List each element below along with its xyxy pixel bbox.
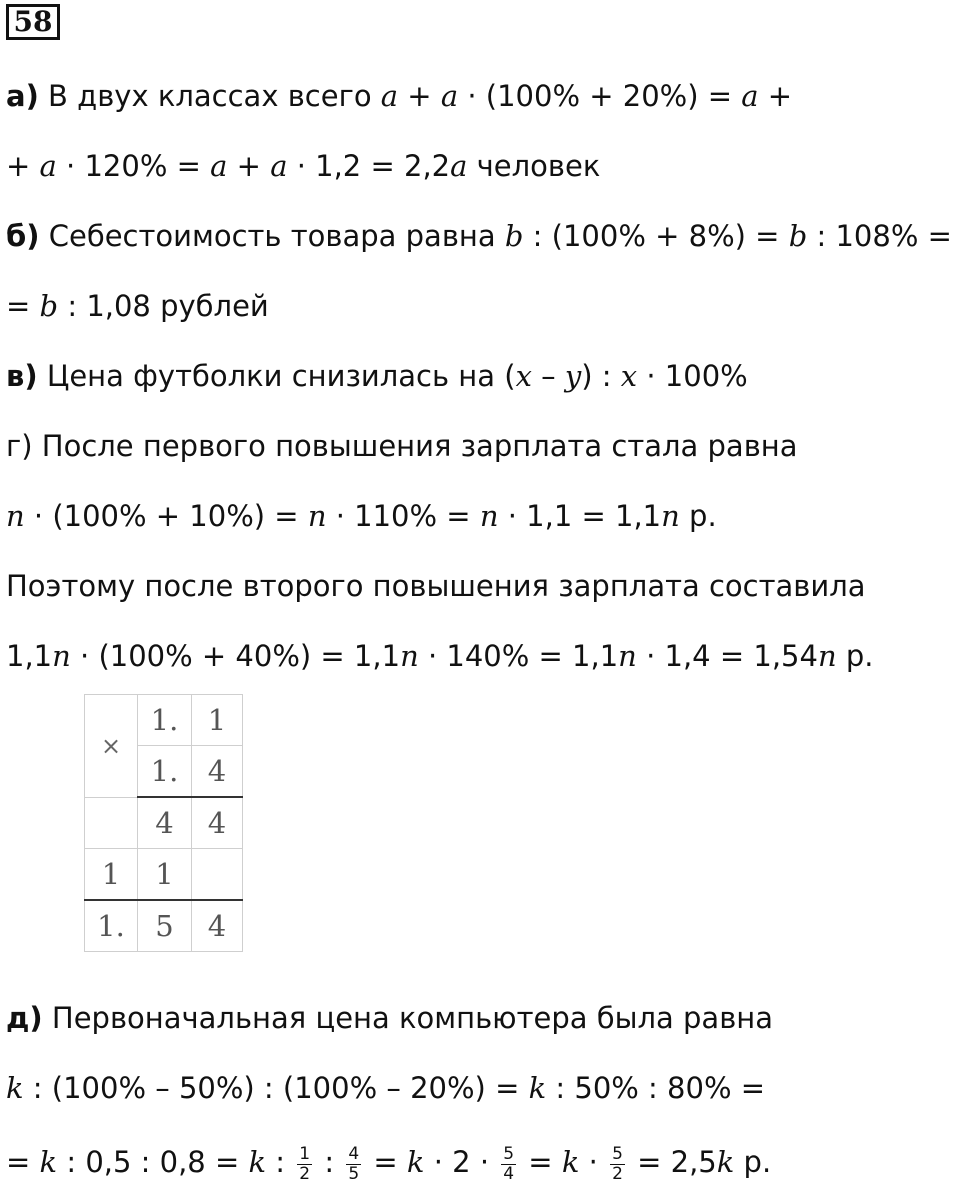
var-a: a <box>380 79 399 113</box>
var-x: x <box>515 359 532 393</box>
var-k: k <box>6 1071 24 1105</box>
expr: = <box>364 1145 407 1179</box>
expr: : 1,08 рублей <box>58 289 269 323</box>
part-a-line-2 <box>6 146 600 186</box>
expr: = <box>6 1145 40 1179</box>
expr: + <box>758 79 793 113</box>
fraction <box>297 1145 312 1184</box>
times-sign: × <box>85 695 138 798</box>
denominator: 5 <box>348 1163 360 1184</box>
var-x: x <box>620 359 638 393</box>
var-n: n <box>307 499 327 533</box>
part-b-text: Себестоимость товара равна <box>39 219 505 253</box>
expr: – <box>531 359 565 393</box>
expr: · 1,4 = 1,54 <box>636 639 818 673</box>
var-k: k <box>39 1145 58 1179</box>
part-g-line-4 <box>6 636 874 676</box>
part-a-line-1 <box>6 76 792 116</box>
expr: 1,1 <box>6 639 53 673</box>
var-n: n <box>661 499 680 533</box>
numerator: 5 <box>612 1143 623 1164</box>
part-d-label: д) <box>6 1001 43 1035</box>
table-cell: 4 <box>138 797 192 849</box>
expr: : (100% + 8%) = <box>523 219 789 253</box>
table-row <box>85 797 243 849</box>
expr: · 1,1 = 1,1 <box>498 499 662 533</box>
part-b-line-1 <box>6 216 952 256</box>
expr: · <box>579 1145 608 1179</box>
denominator: 4 <box>503 1163 515 1184</box>
expr: · (100% + 40%) = 1,1 <box>70 639 401 673</box>
var-n: n <box>618 639 637 673</box>
expr: · 2 · <box>424 1145 499 1179</box>
part-d-line-2 <box>6 1068 765 1108</box>
var-k: k <box>248 1145 267 1179</box>
expr: : (100% – 50%) : (100% – 20%) = <box>23 1071 529 1105</box>
var-a: a <box>741 79 759 113</box>
var-k: k <box>528 1071 547 1105</box>
table-cell: 4 <box>192 797 243 849</box>
expr: · 120% = <box>56 149 211 183</box>
fraction <box>610 1145 625 1184</box>
var-n: n <box>52 639 71 673</box>
expr: = <box>6 289 40 323</box>
part-d-text: Первоначальная цена компьютера была равна <box>42 1001 774 1035</box>
part-d-line-1 <box>6 998 773 1038</box>
part-d-line-3 <box>6 1142 771 1184</box>
multiplication-table <box>84 694 243 952</box>
var-a: a <box>440 79 459 113</box>
numerator: 5 <box>503 1143 515 1164</box>
part-a-label: а) <box>6 79 39 113</box>
expr: : <box>315 1145 344 1179</box>
expr: · 1,2 = 2,2 <box>287 149 451 183</box>
var-n: n <box>817 639 837 673</box>
table-cell: 1 <box>85 849 138 901</box>
var-k: k <box>561 1145 580 1179</box>
expr: ) : <box>581 359 621 393</box>
var-a: a <box>450 149 468 183</box>
var-n: n <box>479 499 499 533</box>
expr: · (100% + 20%) = <box>458 79 742 113</box>
table-cell <box>192 849 243 901</box>
part-a-text: человек <box>467 149 601 183</box>
table-cell: 1. <box>138 746 192 798</box>
table-row <box>85 900 243 952</box>
var-b: b <box>504 219 524 253</box>
table-cell: 1 <box>138 849 192 901</box>
var-a: a <box>270 149 288 183</box>
fraction <box>501 1145 516 1184</box>
part-a-text: В двух классах всего <box>38 79 381 113</box>
expr: р. <box>734 1145 772 1179</box>
part-g-line-2 <box>6 496 717 536</box>
numerator: 1 <box>299 1143 311 1164</box>
var-y: y <box>564 359 582 393</box>
var-b: b <box>39 289 59 323</box>
expr: + <box>227 149 271 183</box>
numerator: 4 <box>348 1143 360 1164</box>
table-cell: 4 <box>192 746 243 798</box>
expr: р. <box>836 639 874 673</box>
table-cell: 1. <box>138 695 192 746</box>
expr: : 50% : 80% = <box>546 1071 766 1105</box>
table-cell <box>85 797 138 849</box>
var-n: n <box>6 499 25 533</box>
var-a: a <box>39 149 57 183</box>
part-v-text: Цена футболки снизилась на ( <box>37 359 516 393</box>
var-a: a <box>210 149 228 183</box>
var-k: k <box>716 1145 735 1179</box>
expr: · 100% <box>637 359 748 393</box>
fraction <box>346 1145 361 1184</box>
expr: + <box>398 79 441 113</box>
expr: · 140% = 1,1 <box>418 639 619 673</box>
expr: = <box>519 1145 562 1179</box>
var-n: n <box>400 639 419 673</box>
table-row <box>85 695 243 746</box>
table-row <box>85 849 243 901</box>
expr: : <box>266 1145 295 1179</box>
part-v-line <box>6 356 748 396</box>
table-cell: 5 <box>138 900 192 952</box>
part-g-line-1: г) После первого повышения зарплата стала равна <box>6 429 798 463</box>
denominator: 2 <box>299 1163 311 1184</box>
expr: = 2,5 <box>627 1145 717 1179</box>
part-b-label: б) <box>6 219 40 253</box>
table-cell: 4 <box>192 900 243 952</box>
var-b: b <box>788 219 808 253</box>
var-k: k <box>406 1145 425 1179</box>
part-v-label: в) <box>6 359 38 393</box>
expr: р. <box>679 499 717 533</box>
expr: : 108% = <box>807 219 952 253</box>
expr: · (100% + 10%) = <box>24 499 308 533</box>
part-b-line-2 <box>6 286 269 326</box>
expr: · 110% = <box>326 499 480 533</box>
table-cell: 1. <box>85 900 138 952</box>
problem-number: 58 <box>6 4 60 40</box>
expr: + <box>6 149 40 183</box>
table-cell: 1 <box>192 695 243 746</box>
part-g-line-3: Поэтому после второго повышения зарплата составила <box>6 569 866 603</box>
denominator: 2 <box>612 1163 623 1184</box>
expr: : 0,5 : 0,8 = <box>57 1145 249 1179</box>
